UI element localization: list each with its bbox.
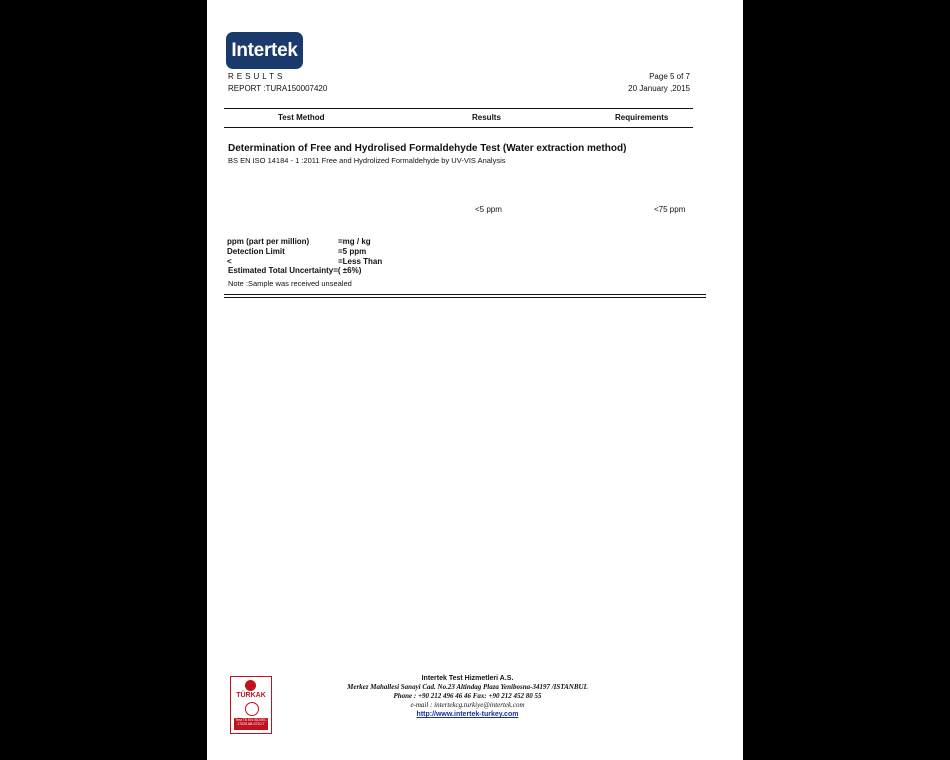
footer-address: Merkez Mahallesi Sanayi Cad. No.23 Altindag Plaza Yenibosna-34197 /ISTANBUL — [347, 683, 588, 691]
uncertainty-text: Estimated Total Uncertainty=( ±6%) — [228, 266, 362, 275]
sample-note: Note :Sample was received unsealed — [228, 279, 352, 288]
legend-key: Detection Limit — [227, 247, 285, 256]
footer-company: Intertek Test Hizmetleri A.S. — [421, 675, 514, 682]
legend-value: =Less Than — [338, 257, 383, 266]
footer-email: e-mail : intertekcg.turkiye@intertek.com — [410, 701, 525, 709]
intertek-logo: Intertek — [226, 32, 303, 69]
legend-value: =mg / kg — [338, 237, 371, 246]
badge-brand: TÜRKAK — [236, 692, 266, 699]
result-value: <5 ppm — [475, 205, 502, 214]
closing-rule-2 — [224, 297, 706, 298]
legend-key: ppm (part per million) — [227, 237, 310, 246]
footer — [325, 674, 610, 719]
table-header-rule — [224, 127, 693, 128]
crescent-star-icon — [245, 680, 256, 691]
report-date: 20 January ,2015 — [628, 84, 690, 93]
badge-accreditation: Test TS EN ISO/IEC 17025 AB-0710-T — [234, 718, 268, 730]
footer-website-link[interactable]: http://www.intertek-turkey.com — [416, 711, 519, 718]
footer-phone: Phone : +90 212 496 46 46 Fax: +90 212 452 80 55 — [393, 692, 542, 700]
legend-key: < — [227, 257, 232, 266]
turkak-accreditation-badge — [230, 676, 272, 734]
requirement-value: <75 ppm — [654, 205, 686, 214]
results-label: RESULTS — [228, 72, 286, 81]
checkmark-icon — [245, 702, 259, 716]
test-standard: BS EN ISO 14184 - 1 :2011 Free and Hydrolized Formaldehyde by UV-VIS Analysis — [228, 156, 506, 165]
closing-rule-1 — [224, 294, 706, 295]
page-number: Page 5 of 7 — [649, 72, 690, 81]
legend-value: =5 ppm — [338, 247, 367, 256]
header-requirements: Requirements — [615, 113, 669, 122]
report-page — [207, 0, 743, 760]
header-results: Results — [472, 113, 501, 122]
report-number: REPORT :TURA150007420 — [228, 84, 328, 93]
header-test-method: Test Method — [278, 113, 325, 122]
test-title: Determination of Free and Hydrolised Formaldehyde Test (Water extraction method) — [228, 143, 627, 154]
table-top-rule — [224, 108, 693, 109]
